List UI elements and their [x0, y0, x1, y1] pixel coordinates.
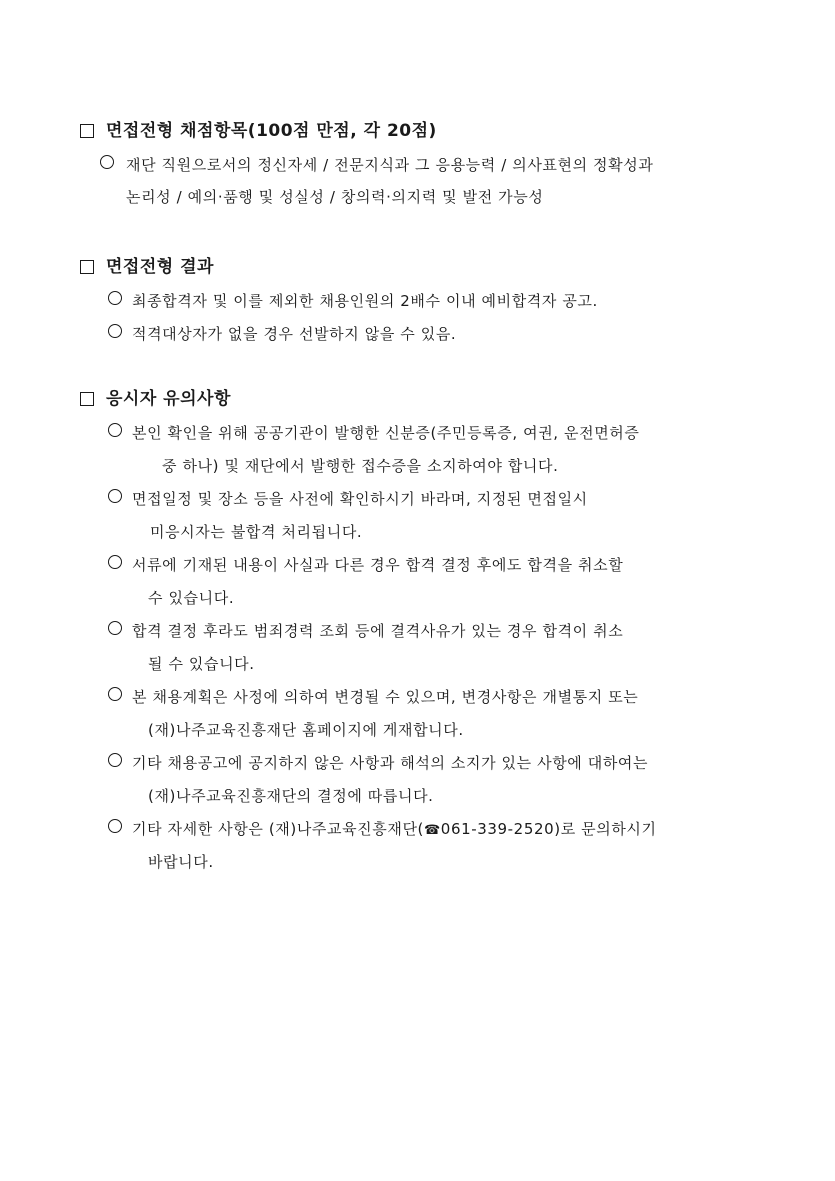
list-item [108, 620, 798, 686]
item-line [108, 818, 798, 851]
phone-number-text: 061-339-2520)로 문의하시기 [440, 820, 657, 838]
list-item [108, 752, 798, 818]
circle-bullet-icon [108, 753, 122, 767]
section-heading [80, 256, 770, 278]
square-bullet-icon [80, 260, 94, 274]
item-line: 바랍니다. [148, 853, 214, 871]
circle-bullet-icon [108, 687, 122, 701]
circle-bullet-icon [108, 819, 122, 833]
item-line: 서류에 기재된 내용이 사실과 다른 경우 합격 결정 후에도 합격을 취소할 [132, 556, 624, 574]
square-bullet-icon [80, 392, 94, 406]
item-line: (재)나주교육진흥재단의 결정에 따릅니다. [148, 787, 434, 805]
item-line: 미응시자는 불합격 처리됩니다. [150, 523, 363, 541]
section-heading [80, 388, 770, 410]
circle-bullet-icon [108, 621, 122, 635]
item-line: 재단 직원으로서의 정신자세 / 전문지식과 그 응용능력 / 의사표현의 정확성과 [126, 156, 654, 174]
section-heading [80, 120, 770, 142]
list-item [108, 686, 798, 752]
section-applicant-notes [80, 388, 770, 884]
item-line: 면접일정 및 장소 등을 사전에 확인하시기 바라며, 지정된 면접일시 [132, 490, 588, 508]
circle-bullet-icon [108, 423, 122, 437]
section-heading-text: 면접전형 결과 [106, 257, 214, 277]
phone-icon: ☎ [424, 823, 441, 838]
section-interview-result [80, 256, 770, 356]
circle-bullet-icon [100, 155, 114, 169]
circle-bullet-icon [108, 555, 122, 569]
list-item [108, 554, 798, 620]
item-line: 적격대상자가 없을 경우 선발하지 않을 수 있음. [132, 325, 457, 343]
section-heading-text: 면접전형 채점항목(100점 만점, 각 20점) [106, 121, 437, 141]
list-item [100, 154, 790, 219]
item-line: 최종합격자 및 이를 제외한 채용인원의 2배수 이내 예비합격자 공고. [132, 292, 598, 310]
item-line: 기타 채용공고에 공지하지 않은 사항과 해석의 소지가 있는 사항에 대하여는 [132, 754, 649, 772]
item-line: 본인 확인을 위해 공공기관이 발행한 신분증(주민등록증, 여권, 운전면허증 [132, 424, 640, 442]
item-line: 논리성 / 예의·품행 및 성실성 / 창의력·의지력 및 발전 가능성 [126, 188, 544, 206]
circle-bullet-icon [108, 489, 122, 503]
item-line: (재)나주교육진흥재단 홈페이지에 게재합니다. [148, 721, 464, 739]
list-item [108, 290, 798, 323]
item-line: 수 있습니다. [148, 589, 235, 607]
list-item [108, 818, 798, 884]
list-item [108, 422, 798, 488]
section-scoring-items [80, 120, 770, 219]
list-item [108, 488, 798, 554]
item-line: 될 수 있습니다. [148, 655, 255, 673]
circle-bullet-icon [108, 291, 122, 305]
item-line: 본 채용계획은 사정에 의하여 변경될 수 있으며, 변경사항은 개별통지 또는 [132, 688, 639, 706]
item-line: 중 하나) 및 재단에서 발행한 접수증을 소지하여야 합니다. [162, 457, 559, 475]
section-heading-text: 응시자 유의사항 [106, 389, 231, 409]
square-bullet-icon [80, 124, 94, 138]
circle-bullet-icon [108, 324, 122, 338]
list-item [108, 323, 798, 356]
item-line: 합격 결정 후라도 범죄경력 조회 등에 결격사유가 있는 경우 합격이 취소 [132, 622, 624, 640]
item-line-text: 기타 자세한 사항은 (재)나주교육진흥재단( [132, 820, 424, 838]
